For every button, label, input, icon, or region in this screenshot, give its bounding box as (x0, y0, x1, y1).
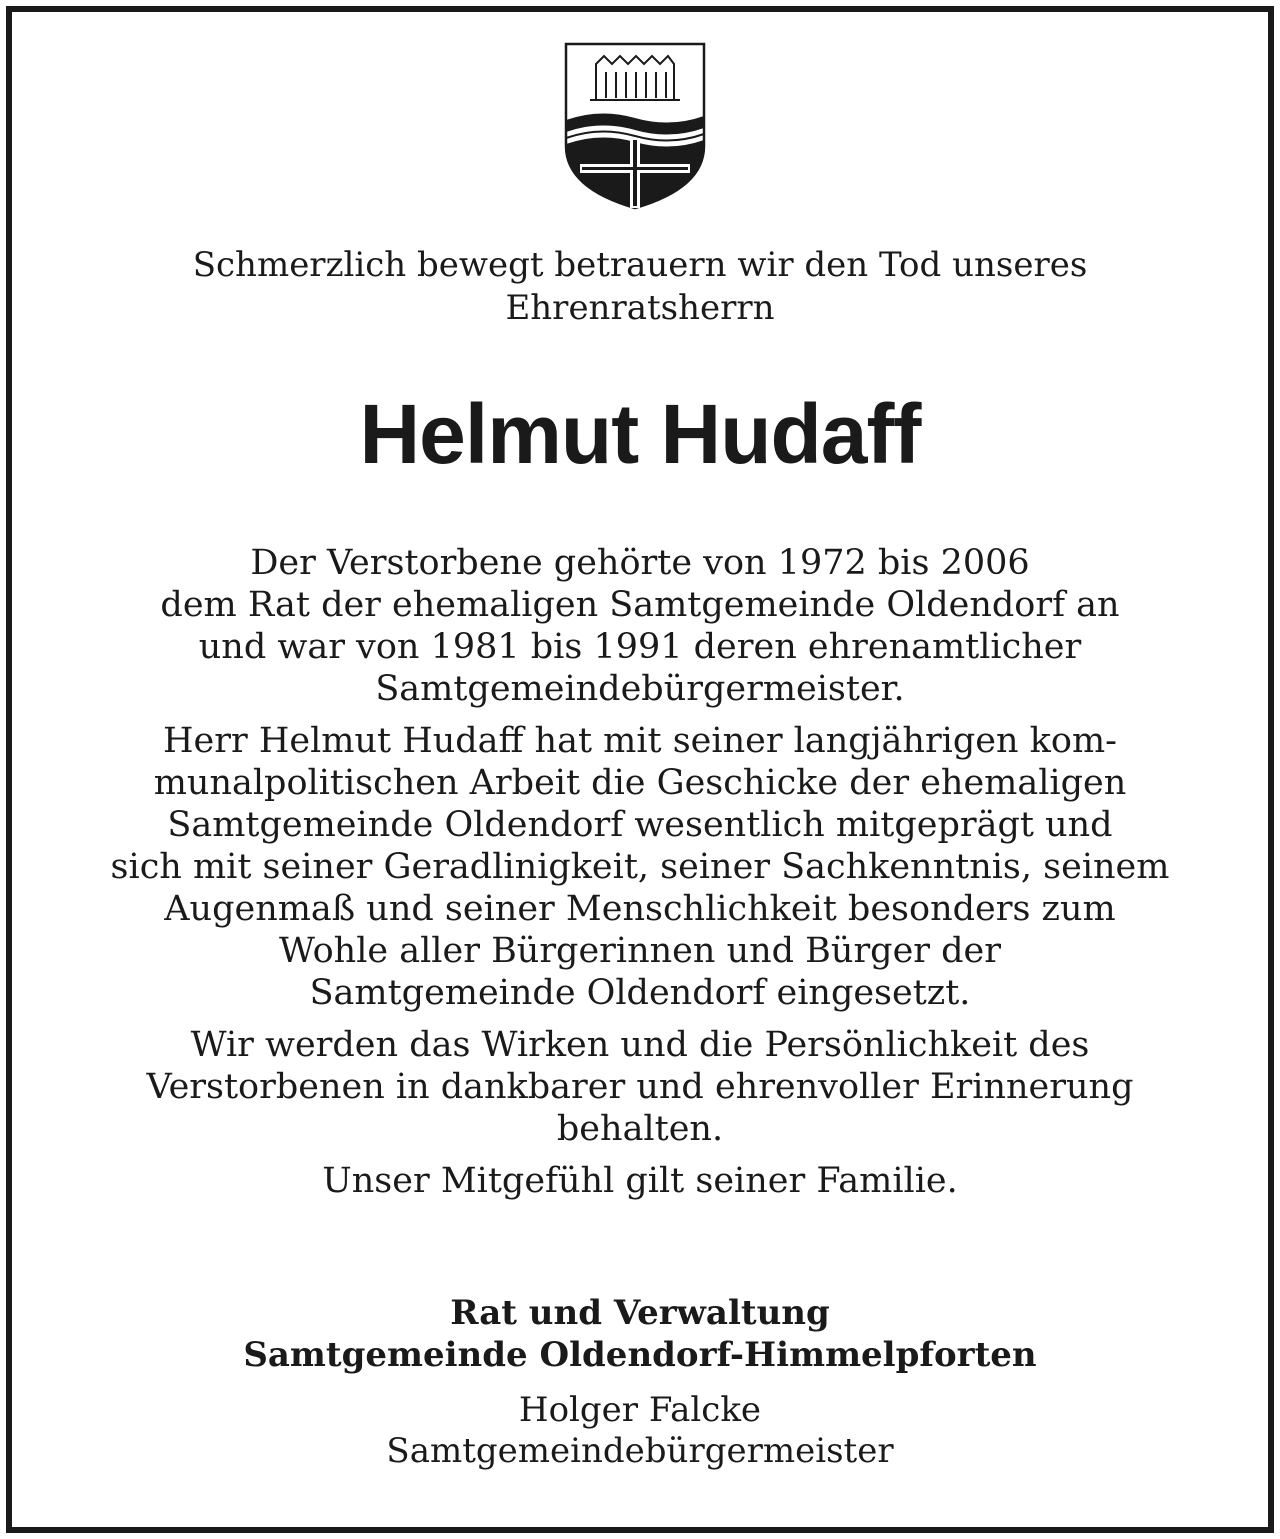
paragraph (52, 720, 1228, 1014)
text-line: Der Verstorbene gehörte von 1972 bis 2006 (250, 543, 1030, 583)
text-line: Samtgemeinde Oldendorf eingesetzt. (309, 973, 971, 1013)
org-line: Samtgemeinde Oldendorf-Himmelpforten (243, 1335, 1037, 1375)
intro-line: Ehrenratsherrn (505, 288, 775, 328)
text-line: und war von 1981 bis 1991 deren ehrenamtlicher (198, 627, 1082, 667)
text-line: Augenmaß und seiner Menschlichkeit besonders zum (164, 889, 1116, 929)
text-line: behalten. (556, 1109, 724, 1149)
text-line: Wohle aller Bürgerinnen und Bürger der (279, 931, 1001, 971)
signature-organization (52, 1292, 1228, 1376)
paragraph (52, 1024, 1228, 1150)
paragraph (52, 1160, 1228, 1202)
signer-name: Holger Falcke (518, 1390, 762, 1430)
signature-person (52, 1390, 1228, 1472)
text-line: munalpolitischen Arbeit die Geschicke der ehemaligen (153, 763, 1127, 803)
paragraph (52, 542, 1228, 710)
intro-text (52, 244, 1228, 330)
org-line: Rat und Verwaltung (450, 1293, 830, 1333)
obituary-body (52, 542, 1228, 1212)
intro-line: Schmerzlich bewegt betrauern wir den Tod unseres (192, 245, 1088, 285)
text-line: dem Rat der ehemaligen Samtgemeinde Oldendorf an (160, 585, 1120, 625)
text-line: Verstorbenen in dankbarer und ehrenvoller Erinnerung (146, 1067, 1134, 1107)
text-line: Herr Helmut Hudaff hat mit seiner langjährigen kom- (163, 721, 1117, 761)
signer-role: Samtgemeindebürgermeister (386, 1431, 894, 1471)
obituary-notice (6, 6, 1274, 1533)
text-line: Samtgemeindebürgermeister. (375, 669, 905, 709)
text-line: Samtgemeinde Oldendorf wesentlich mitgeprägt und (167, 805, 1113, 845)
text-line: sich mit seiner Geradlinigkeit, seiner Sachkenntnis, seinem (110, 847, 1170, 887)
text-line: Unser Mitgefühl gilt seiner Familie. (322, 1161, 958, 1201)
coat-of-arms-icon (560, 38, 710, 213)
deceased-name: Helmut Hudaff (359, 387, 921, 481)
text-line: Wir werden das Wirken und die Persönlichkeit des (190, 1025, 1090, 1065)
